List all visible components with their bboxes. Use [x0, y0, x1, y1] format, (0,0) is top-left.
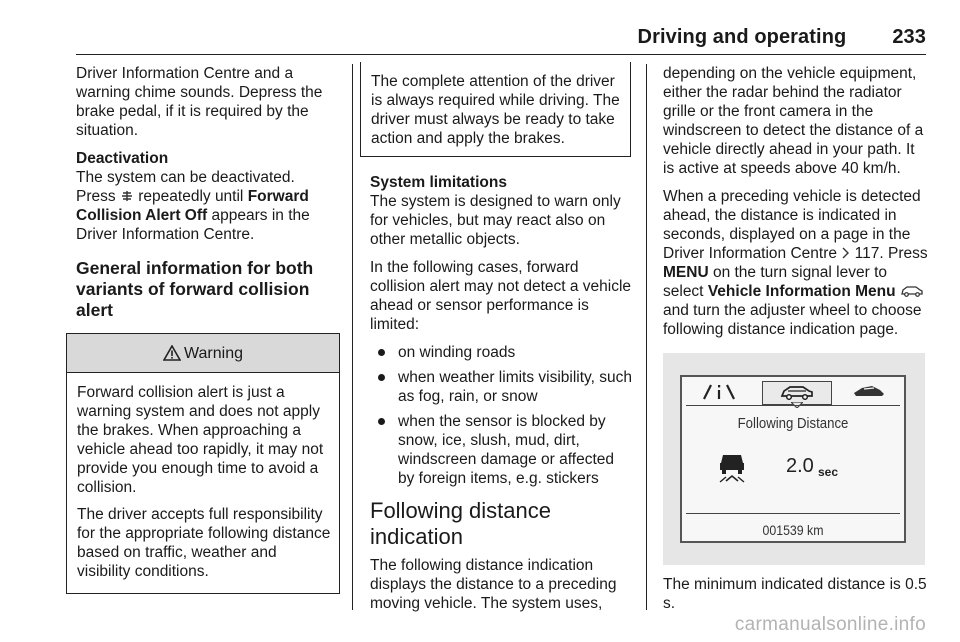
header-rule [76, 54, 926, 55]
warning-paragraph-2: The driver accepts full responsibility for the appropriate following distance based on traffic, weather and visibility conditions. [77, 506, 331, 580]
distance-value: 2.0 [786, 455, 814, 477]
warning-triangle-icon [163, 345, 181, 361]
fca-button-icon [120, 190, 134, 202]
following-distance-heading: Following distance indication [370, 498, 551, 549]
list-item: when the sensor is blocked by snow, ice, slush, mud, dirt, windscreen damage or affected by foreign items, e.g. stickers [370, 412, 634, 488]
col3-paragraph-2 [663, 187, 928, 339]
col1-paragraph-1: Driver Information Centre and a warning chime sounds. Depress the brake pedal, if it is required by the situation. [76, 65, 323, 139]
column-divider-2 [646, 64, 647, 610]
column-divider-1 [352, 64, 353, 610]
limitations-list [370, 343, 634, 488]
display-screen [680, 375, 906, 543]
deactivation-end: appears in the Driver Information Centre. [76, 207, 310, 243]
deactivation-line: The system can be deactivated. [76, 169, 295, 186]
system-limitations-text: The system is designed to warn only for vehicles, but may react also on other metallic objects. [370, 193, 621, 248]
warning-box [66, 333, 340, 594]
deactivation-heading: Deactivation [76, 150, 169, 167]
warning-title: Warning [184, 344, 243, 362]
column-1 [76, 64, 342, 594]
watermark: carmanualsonline.info [734, 614, 926, 635]
list-item: when weather limits visibility, such as fog, rain, or snow [370, 368, 634, 406]
col3-p2-end: and turn the adjuster wheel to choose following distance indication page. [663, 302, 922, 338]
col3-press: Press [887, 245, 928, 262]
col3-paragraph-1: depending on the vehicle equipment, either the radar behind the radiator grille or the front camera in the windscreen to detect the distance of a vehicle directly ahead in your path. It is active at speeds above 40 km/h. [663, 65, 924, 177]
warning-body [67, 373, 339, 593]
column-2 [370, 64, 634, 622]
general-info-heading: General information for both variants of forward collision alert [76, 258, 314, 320]
attention-note-box [360, 62, 631, 157]
page-reference-icon [841, 247, 850, 259]
following-distance-text: The following distance indication displays the distance to a preceding moving vehicle. The system uses, [370, 557, 617, 612]
warning-header [67, 333, 339, 373]
attention-note-text: The complete attention of the driver is always required while driving. The driver must always be ready to take action and apply the brakes. [371, 73, 620, 147]
display-top-line [686, 405, 900, 406]
system-limitations-heading: System limitations [370, 174, 507, 191]
vehicle-tab-selected [762, 381, 832, 405]
car-icon [900, 285, 924, 297]
cases-text: In the following cases, forward collision alert may not detect a vehicle ahead or sensor performance is limited: [370, 259, 632, 333]
road-signs-icon [702, 383, 736, 401]
distance-unit: sec [818, 465, 839, 479]
car-icon [780, 385, 814, 400]
vehicle-info-menu-label: Vehicle Information Menu [707, 283, 896, 300]
following-distance-display [663, 353, 925, 565]
odometer-reading: 001539 km [762, 522, 824, 538]
display-title: Following Distance [737, 415, 849, 432]
menu-label: MENU [663, 264, 709, 281]
deactivation-text [76, 168, 342, 244]
section-title: Driving and operating [637, 26, 847, 48]
col3-p2-mid: on the turn signal lever to select [663, 264, 888, 300]
page-number: 233 [892, 26, 926, 48]
vehicle-ahead-icon [718, 451, 746, 483]
col3-paragraph-3: The minimum indicated distance is 0.5 s. [663, 576, 927, 612]
sport-car-icon [852, 384, 886, 400]
col3-p2-start: When a preceding vehicle is detected ahead, the distance is indicated in seconds, displayed on a page in the Driver Information Centre [663, 188, 921, 262]
page-reference: 117. [854, 245, 884, 262]
column-3 [663, 64, 928, 622]
list-item: on winding roads [370, 343, 634, 362]
display-bottom-line [686, 513, 900, 514]
deactivation-press: Press [76, 188, 116, 205]
deactivation-mid: repeatedly until [138, 188, 244, 205]
warning-paragraph-1: Forward collision alert is just a warning system and does not apply the brakes. When approaching a vehicle ahead too rapidly, it may not provide you enough time to avoid a collision. [77, 384, 324, 496]
deactivation-bold: Forward Collision Alert Off [76, 188, 309, 224]
page-header [638, 26, 926, 49]
